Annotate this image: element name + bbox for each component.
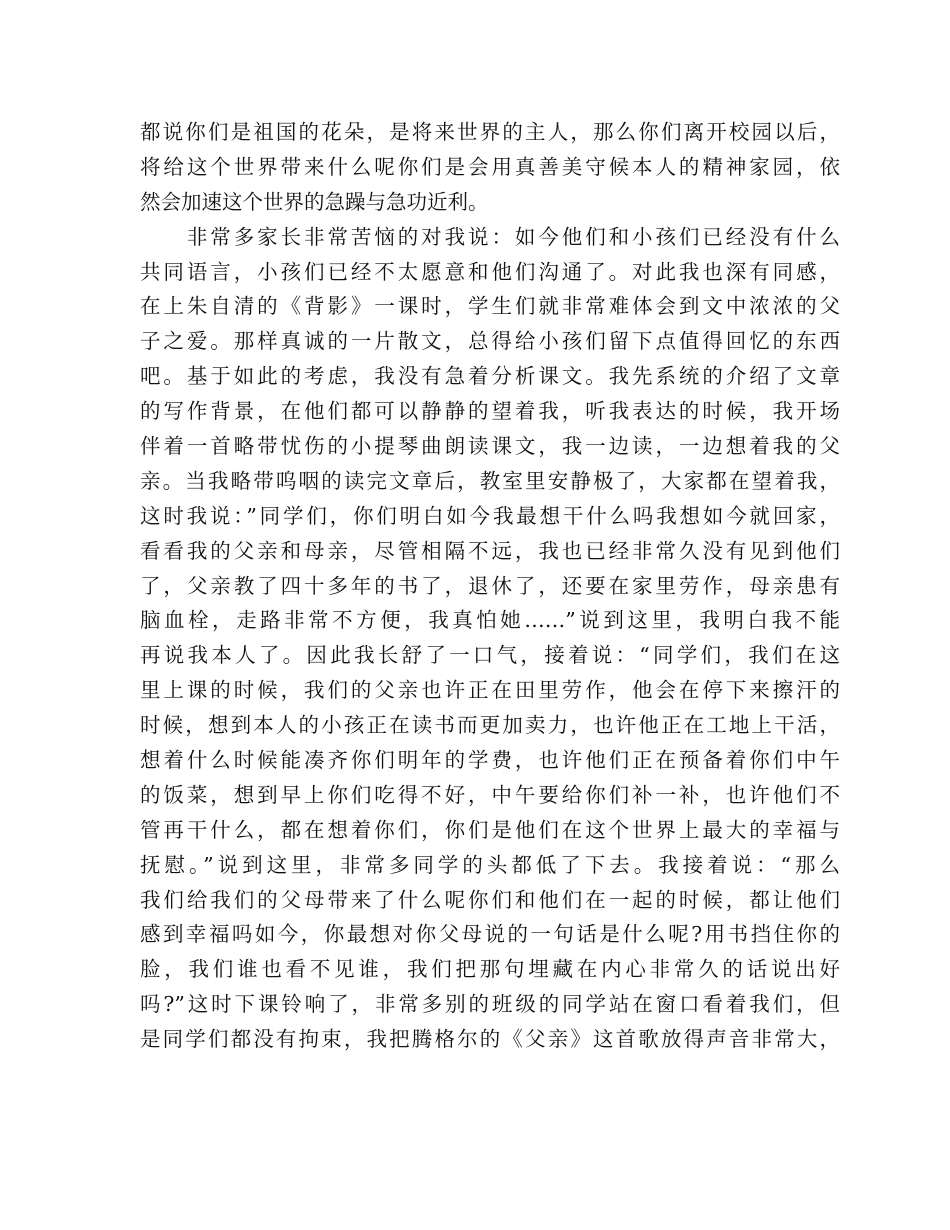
text-line: 子之爱。那样真诚的一片散文，总得给小孩们留下点值得回忆的东西 (140, 329, 840, 354)
text-line: 抚慰。”说到这里，非常多同学的头都低了下去。我接着说：“那么 (140, 852, 840, 877)
text-line: 了，父亲教了四十多年的书了，退休了，还要在家里劳作，母亲患有 (140, 573, 840, 598)
text-line: 的饭菜，想到早上你们吃得不好，中午要给你们补一补，也许他们不 (140, 782, 840, 807)
text-line: 是同学们都没有拘束，我把腾格尔的《父亲》这首歌放得声音非常大， (140, 1027, 840, 1052)
text-line: 都说你们是祖国的花朵，是将来世界的主人，那么你们离开校园以后， (140, 120, 840, 144)
text-line: 吧。基于如此的考虑，我没有急着分析课文。我先系统的介绍了文章 (140, 364, 840, 389)
text-line: 伴着一首略带忧伤的小提琴曲朗读课文，我一边读，一边想着我的父 (140, 434, 840, 459)
text-line: 想着什么时候能凑齐你们明年的学费，也许他们正在预备着你们中午 (140, 748, 840, 773)
text-line: 的写作背景，在他们都可以静静的望着我，听我表达的时候，我开场 (140, 399, 840, 424)
text-line: 里上课的时候，我们的父亲也许正在田里劳作，他会在停下来擦汗的 (140, 678, 840, 703)
text-line: 看看我的父亲和母亲，尽管相隔不远，我也已经非常久没有见到他们 (140, 538, 840, 563)
text-line: 然会加速这个世界的急躁与急功近利。 (140, 189, 489, 214)
text-line: 我们给我们的父母带来了什么呢你们和他们在一起的时候，都让他们 (140, 887, 840, 912)
text-line: 管再干什么，都在想着你们，你们是他们在这个世界上最大的幸福与 (140, 817, 840, 842)
text-line: 时候，想到本人的小孩正在读书而更加卖力，也许他正在工地上干活， (140, 713, 840, 738)
text-line: 在上朱自清的《背影》一课时，学生们就非常难体会到文中浓浓的父 (140, 294, 840, 319)
body-text (140, 115, 840, 1057)
text-line: 脸，我们谁也看不见谁，我们把那句埋藏在内心非常久的话说出好 (140, 957, 840, 982)
text-line: 这时我说：”同学们，你们明白如今我最想干什么吗我想如今就回家， (140, 503, 840, 528)
text-line: 共同语言，小孩们已经不太愿意和他们沟通了。对此我也深有同感， (140, 259, 840, 284)
text-line: 吗?”这时下课铃响了，非常多别的班级的同学站在窗口看着我们，但 (140, 992, 840, 1017)
text-line: 将给这个世界带来什么呢你们是会用真善美守候本人的精神家园，依 (140, 154, 840, 179)
text-line: 再说我本人了。因此我长舒了一口气，接着说：“同学们，我们在这 (140, 643, 840, 668)
text-line: 非常多家长非常苦恼的对我说：如今他们和小孩们已经没有什么 (140, 224, 840, 249)
text-line: 亲。当我略带呜咽的读完文章后，教室里安静极了，大家都在望着我， (140, 468, 840, 493)
text-line: 感到幸福吗如今，你最想对你父母说的一句话是什么呢?用书挡住你的 (140, 922, 840, 947)
text-line: 脑血栓，走路非常不方便，我真怕她……”说到这里，我明白我不能 (140, 608, 840, 633)
